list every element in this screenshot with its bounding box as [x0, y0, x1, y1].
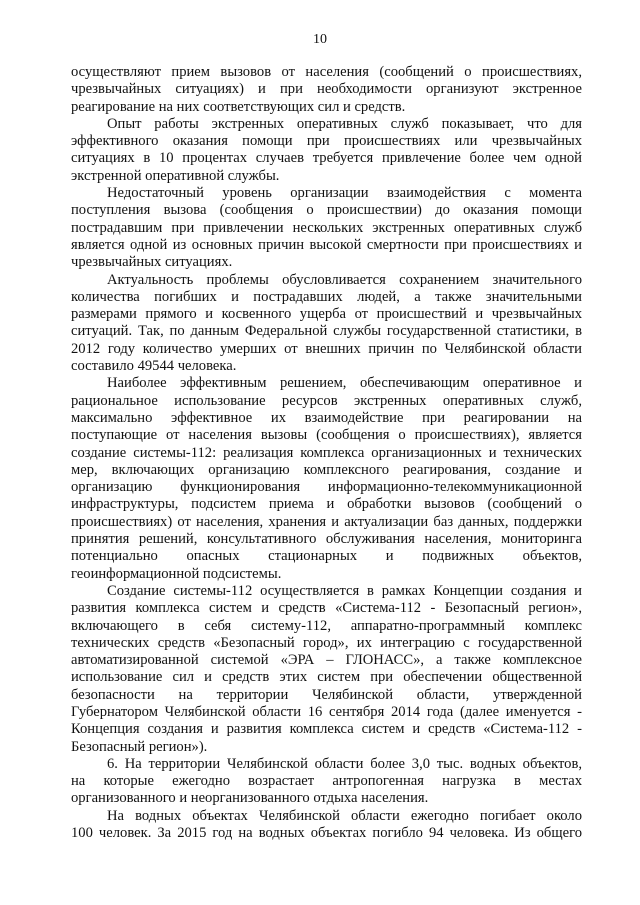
- text-line: экстренной оперативной службы.: [71, 167, 280, 184]
- text-line: является одной из основных причин высокой смертности при происшествиях и: [71, 236, 582, 253]
- text-line: чрезвычайных ситуациях.: [71, 254, 233, 271]
- text-line: осуществляют прием вызовов от населения (сообщений о происшествиях,: [71, 64, 582, 80]
- text-line: На водных объектах Челябинской области ежегодно погибает около: [107, 807, 582, 824]
- text-line: Концепция создания и развития комплекса систем и средств «Система-112 -: [71, 721, 582, 738]
- document-body: [71, 64, 582, 842]
- text-line: автоматизированной системой «ЭРА – ГЛОНАСС», а также комплексное: [71, 652, 582, 669]
- text-line: использование сил и средств этих систем при обеспечении общественной: [71, 669, 582, 686]
- text-line: принятия решений, консультативного обслуживания населения, мониторинга: [71, 531, 582, 548]
- text-line: рациональное использование ресурсов экстренных оперативных служб,: [71, 392, 582, 409]
- text-line: поступающие от населения вызовы (сообщения о происшествиях), является: [71, 427, 582, 444]
- text-line: ситуациях в 10 процентах случаев требуется привлечение более чем одной: [71, 150, 582, 167]
- text-line: Безопасный регион»).: [71, 738, 208, 755]
- text-line: развития комплекса систем и средств «Система-112 - Безопасный регион»,: [71, 600, 582, 617]
- text-line: поступления вызова (сообщения о происшествии) до оказания помощи: [71, 202, 582, 219]
- text-line: 100 человек. За 2015 год на водных объектах погибло 94 человека. Из общего: [71, 825, 582, 842]
- text-line: ситуаций. Так, по данным Федеральной службы государственной статистики, в: [71, 323, 582, 340]
- text-line: составило 49544 человека.: [71, 358, 237, 375]
- text-line: потенциально опасных стационарных и подвижных объектов,: [71, 548, 582, 565]
- text-line: происшествиях) от населения, хранения и актуализации баз данных, поддержки: [71, 513, 582, 530]
- text-line: на которые ежегодно возрастает антропогенная нагрузка в местах: [71, 773, 582, 790]
- text-line: Недостаточный уровень организации взаимодействия с момента: [107, 185, 582, 202]
- text-line: Опыт работы экстренных оперативных служб показывает, что для: [107, 115, 582, 132]
- text-line: мер, включающих организацию комплексного реагирования, создание и: [71, 461, 582, 478]
- text-line: организацию функционирования информационно-телекоммуникационной: [71, 479, 582, 496]
- text-line: Создание системы-112 осуществляется в рамках Концепции создания и: [107, 582, 582, 599]
- text-line: безопасности на территории Челябинской области, утвержденной: [71, 686, 582, 703]
- text-line: эффективного оказания помощи при происшествиях или чрезвычайных: [71, 133, 582, 150]
- text-line: максимально эффективное их взаимодействие при реагировании на: [71, 409, 582, 426]
- text-line: Актуальность проблемы обусловливается сохранением значительного: [107, 271, 582, 288]
- text-line: количества погибших и пострадавших людей, а также значительными: [71, 288, 582, 305]
- text-line: 2012 году количество умерших от внешних причин по Челябинской области: [71, 340, 582, 357]
- text-line: чрезвычайных ситуациях) и при необходимости организуют экстренное: [71, 81, 582, 98]
- text-line: создание системы-112: реализация комплекса организационных и технических: [71, 444, 582, 461]
- text-line: геоинформационной подсистемы.: [71, 565, 282, 582]
- text-line: инфраструктуры, подсистем приема и обработки вызовов (сообщений о: [71, 496, 582, 513]
- text-line: организованного и неорганизованного отдыха населения.: [71, 790, 429, 807]
- text-line: технических средств «Безопасный город», их интеграцию с государственной: [71, 634, 582, 651]
- text-line: Губернатором Челябинской области 16 сентября 2014 года (далее именуется -: [71, 703, 582, 720]
- text-line: включающего в себя систему-112, аппаратно-программный комплекс: [71, 617, 582, 634]
- text-line: Наиболее эффективным решением, обеспечивающим оперативное и: [107, 375, 582, 392]
- text-line: размерами прямого и косвенного ущерба от происшествий и чрезвычайных: [71, 306, 582, 323]
- page-number: 10: [313, 32, 327, 47]
- text-line: 6. На территории Челябинской области более 3,0 тыс. водных объектов,: [107, 755, 582, 772]
- text-line: пострадавшим при привлечении нескольких экстренных оперативных служб: [71, 219, 582, 236]
- text-line: реагирование на них соответствующих сил и средств.: [71, 98, 406, 115]
